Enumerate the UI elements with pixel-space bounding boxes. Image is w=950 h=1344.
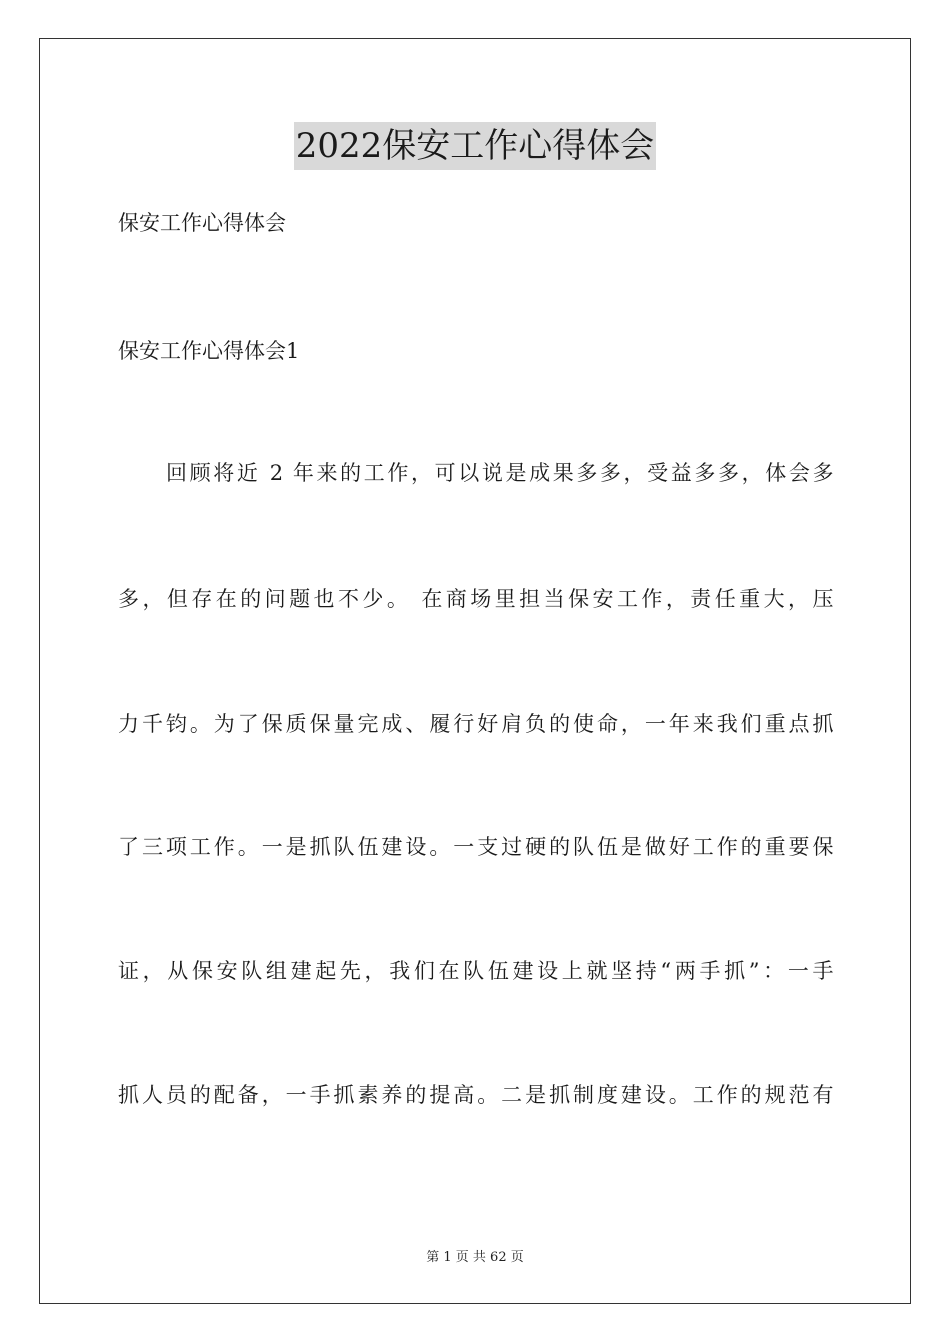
body-line-4: 了三项工作。一是抓队伍建设。一支过硬的队伍是做好工作的重要保	[118, 835, 834, 859]
document-title	[0, 122, 950, 170]
body-line-2: 多，但存在的问题也不少。 在商场里担当保安工作，责任重大，压	[118, 587, 834, 611]
section-heading: 保安工作心得体会1	[118, 339, 300, 363]
body-line-5: 证，从保安队组建起先，我们在队伍建设上就坚持“两手抓”：一手	[118, 959, 834, 983]
body-line-6: 抓人员的配备，一手抓素养的提高。二是抓制度建设。工作的规范有	[118, 1083, 834, 1107]
body-line-1: 回顾将近 2 年来的工作，可以说是成果多多，受益多多，体会多	[166, 461, 834, 485]
page-number-text: 第 1 页 共 62 页	[426, 1250, 524, 1265]
document-title-text: 2022保安工作心得体会	[294, 122, 657, 170]
body-line-3: 力千钧。为了保质保量完成、履行好肩负的使命，一年来我们重点抓	[118, 712, 834, 736]
document-subtitle: 保安工作心得体会	[118, 211, 286, 235]
page-footer	[0, 1246, 950, 1265]
